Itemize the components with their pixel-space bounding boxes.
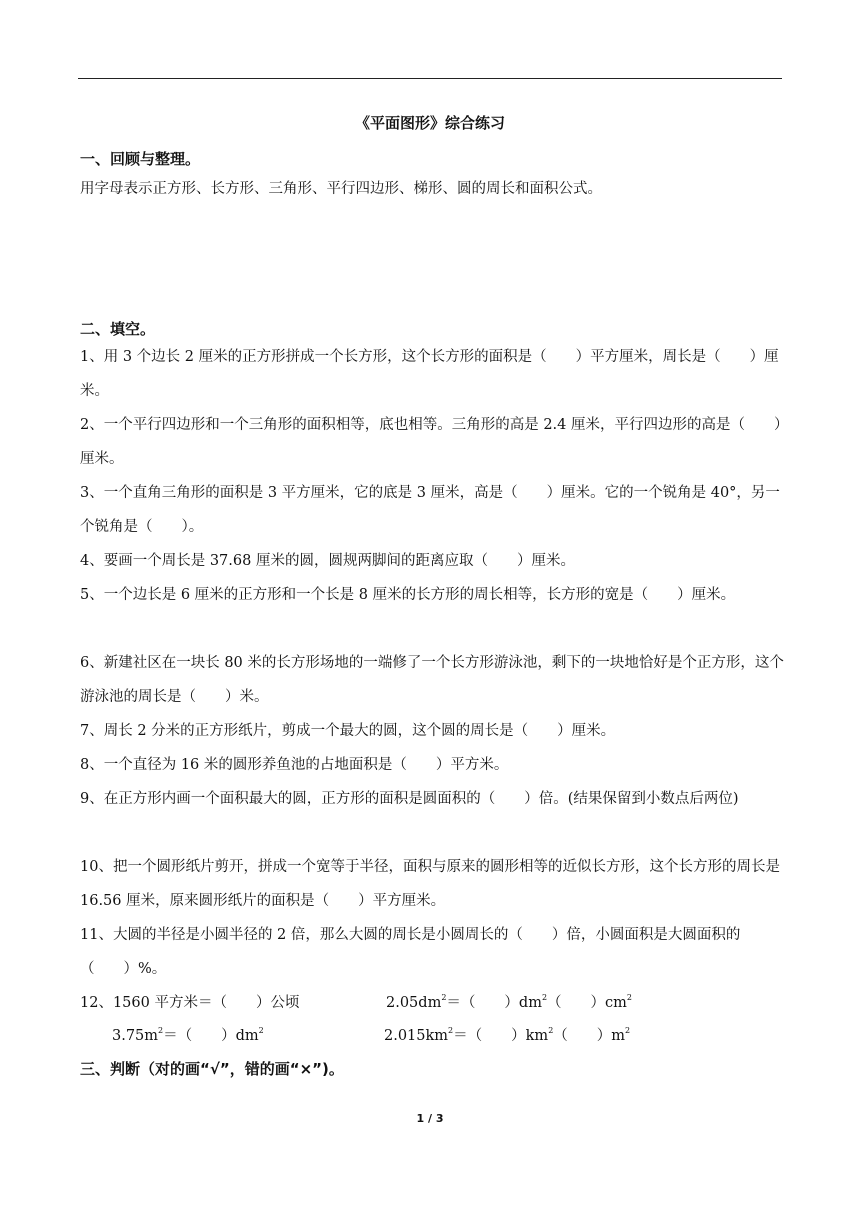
- question-12d: $2.015km^2=$（ ）$km^2$（ ）$m^2$: [384, 1026, 631, 1044]
- question-12a: 12、1560 平方米＝（ ）公顷: [80, 995, 300, 1011]
- question-11: 11、大圆的半径是小圆半径的 2 倍，那么大圆的周长是小圆周长的（ ）倍，小圆面积是大圆面积的（ ）%。: [80, 927, 741, 977]
- section1-heading: 一、回顾与整理。: [80, 150, 201, 168]
- question-3: 3、一个直角三角形的面积是 3 平方厘米，它的底是 3 厘米，高是（ ）厘米。它的一个锐角是 40°，另一个锐角是（ ）。: [80, 485, 780, 535]
- question-5: 5、一个边长是 6 厘米的正方形和一个长是 8 厘米的长方形的周长相等，长方形的宽是（ ）厘米。: [80, 587, 736, 603]
- document-title: 《平面图形》综合练习: [354, 114, 505, 132]
- question-8: 8、一个直径为 16 米的圆形养鱼池的占地面积是（ ）平方米。: [80, 757, 509, 773]
- section3-heading: 三、判断（对的画“√”，错的画“×”)。: [80, 1060, 344, 1078]
- question-9: 9、在正方形内画一个面积最大的圆，正方形的面积是圆面积的（ ）倍。(结果保留到小数点后两位): [80, 791, 739, 807]
- header-rule: [78, 78, 782, 79]
- question-2: 2、一个平行四边形和一个三角形的面积相等，底也相等。三角形的高是 2.4 厘米，平行四边形的高是（ ）厘米。: [80, 417, 782, 467]
- question-10: 10、把一个圆形纸片剪开，拼成一个宽等于半径，面积与原来的圆形相等的近似长方形，这个长方形的周长是 16.56 厘米，原来圆形纸片的面积是（ ）平方厘米。: [80, 859, 780, 909]
- question-4: 4、要画一个周长是 37.68 厘米的圆，圆规两脚间的距离应取（ ）厘米。: [80, 553, 575, 569]
- question-1: 1、用 3 个边长 2 厘米的正方形拼成一个长方形，这个长方形的面积是（ ）平方厘米，周长是（ ）厘米。: [80, 349, 779, 399]
- section2-heading: 二、填空。: [80, 320, 156, 338]
- question-7: 7、周长 2 分米的正方形纸片，剪成一个最大的圆，这个圆的周长是（ ）厘米。: [80, 723, 616, 739]
- question-12c: $3.75m^2=$（ ）$dm^2$: [112, 1026, 264, 1044]
- question-12b: $2.05dm^2=$（ ）$dm^2$（ ）$cm^2$: [386, 993, 633, 1011]
- section1-text: 用字母表示正方形、长方形、三角形、平行四边形、梯形、圆的周长和面积公式。: [80, 181, 602, 197]
- question-6: 6、新建社区在一块长 80 米的长方形场地的一端修了一个长方形游泳池，剩下的一块地恰好是个正方形，这个游泳池的周长是（ ）米。: [80, 655, 784, 705]
- page-number: 1 / 3: [416, 1112, 444, 1125]
